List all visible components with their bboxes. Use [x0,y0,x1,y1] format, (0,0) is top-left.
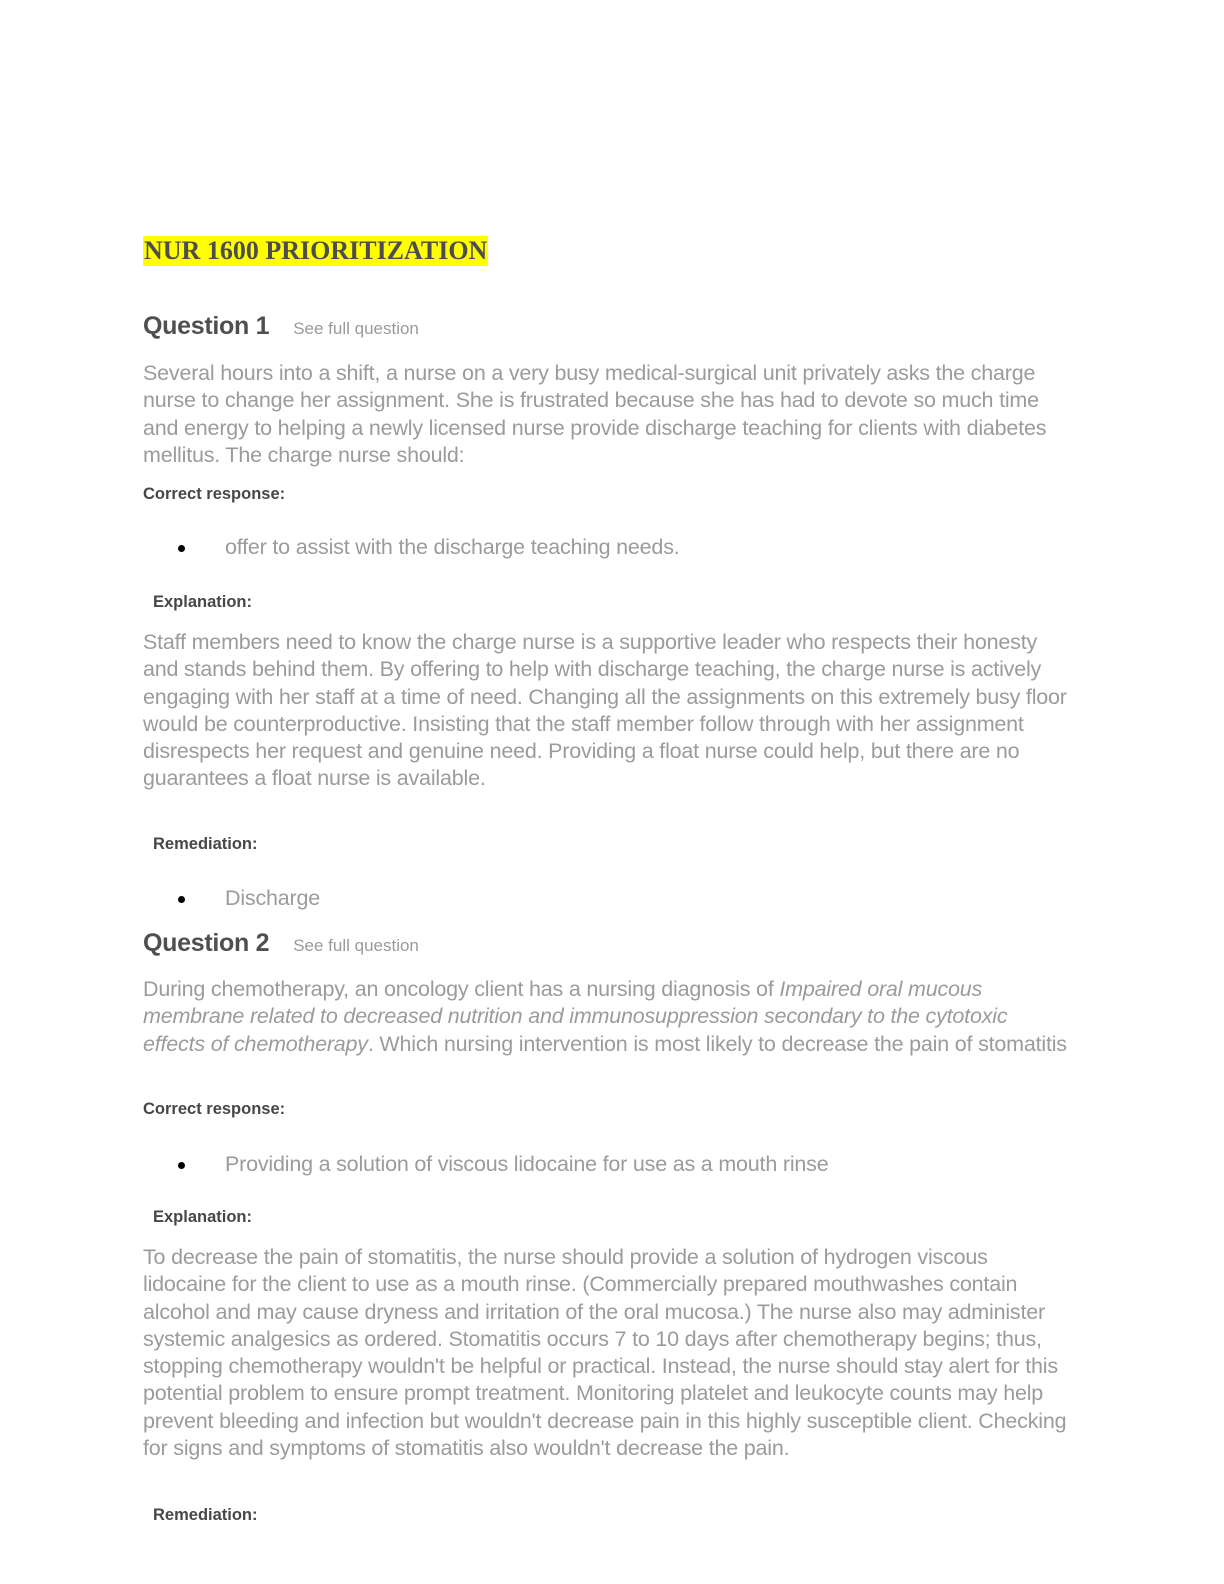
question-2-remediation-label: Remediation: [153,1506,258,1524]
question-1-remediation-item [178,886,320,911]
question-1-explanation: Staff members need to know the charge nurse is a supportive leader who respects their honesty and stands behind them. By offering to help with discharge teaching, the charge nurse is actively engaging with her staff at a time of need. Changing all the assignments on this extremely busy floor would be counterproductive. Insisting that the staff member follow through with her assignment disrespects her request and genuine need. Providing a float nurse could help, but there are no guarantees a float nurse is available. [143,630,1067,791]
question-2-stem [143,976,1073,1058]
document-title: NUR 1600 PRIORITIZATION [144,236,488,265]
question-1-remediation-label: Remediation: [153,835,258,853]
question-2-correct-item [178,1152,828,1177]
question-2-see-full-link[interactable]: See full question [293,936,419,955]
question-2-explanation: To decrease the pain of stomatitis, the nurse should provide a solution of hydrogen viscous lidocaine for the client to use as a mouth rinse. (Commercially prepared mouthwashes contain alcohol and may cause dryness and irritation of the oral mucosa.) The nurse also may administer systemic analgesics as ordered. Stomatitis occurs 7 to 10 days after chemotherapy begins; thus, stopping chemotherapy wouldn't be helpful or practical. Instead, the nurse should stay alert for this potential problem to ensure prompt treatment. Monitoring platelet and leukocyte counts may help prevent bleeding and infection but wouldn't decrease pain in this highly susceptible client. Checking for signs and symptoms of stomatitis also wouldn't decrease the pain. [143,1245,1067,1461]
question-1-correct-item [178,535,680,560]
question-1-correct-label: Correct response: [143,485,286,503]
bullet-icon [178,545,185,552]
question-2-explanation-label: Explanation: [153,1208,253,1226]
question-1-remediation: Discharge [225,886,320,910]
question-2-correct-label: Correct response: [143,1100,286,1118]
question-1-see-full-link[interactable]: See full question [293,319,419,338]
question-2-heading: Question 2 [143,929,270,957]
question-1-explanation-label: Explanation: [153,593,253,611]
question-1-header [143,312,419,341]
question-1-correct-response: offer to assist with the discharge teaching needs. [225,535,680,559]
question-2-correct-response: Providing a solution of viscous lidocaine for use as a mouth rinse [225,1152,829,1176]
question-2-stem-post: . Which nursing intervention is most likely to decrease the pain of stomatitis [367,1031,1067,1056]
question-1-stem: Several hours into a shift, a nurse on a very busy medical-surgical unit privately asks the charge nurse to change her assignment. She is frustrated because she has had to devote so much time and energy to helping a newly licensed nurse provide discharge teaching for clients with diabetes mellitus. The charge nurse should: [143,361,1047,467]
question-2-stem-pre: During chemotherapy, an oncology client has a nursing diagnosis of [143,977,780,1001]
bullet-icon [178,1162,185,1169]
question-2-header [143,929,419,958]
question-1-heading: Question 1 [143,312,270,340]
bullet-icon [178,896,185,903]
question-2-stem-diagnosis: Impaired oral mucous membrane related to decreased nutrition and immunosuppression secondary to the cytotoxic effects of chemotherapy [143,977,1008,1056]
